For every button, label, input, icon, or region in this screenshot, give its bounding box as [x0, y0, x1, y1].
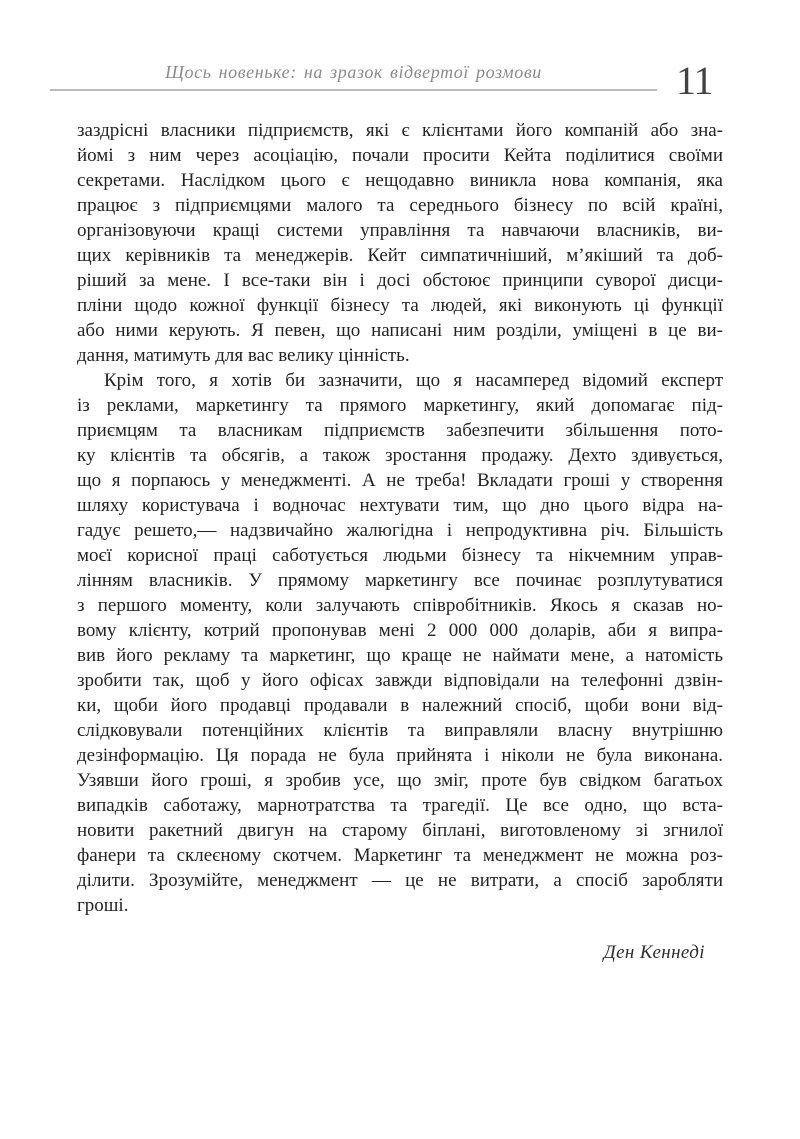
text-line: слідковували потенційних клієнтів та виправляли власну внутрішню	[77, 720, 723, 741]
text-line: ку клієнтів та обсягів, а також зростання продажу. Дехто здивується,	[77, 445, 723, 466]
text-line: Крім того, я хотів би зазначити, що я насамперед відомий експерт	[104, 370, 723, 391]
text-line: що я порпаюсь у менеджменті. А не треба! Вкладати гроші у створення	[77, 470, 723, 491]
text-line: вому клієнту, котрий пропонував мені 2 000 000 доларів, аби я випра-	[77, 620, 723, 641]
text-line: дезінформацію. Ця порада не була прийнята і ніколи не була виконана.	[77, 745, 723, 766]
text-line: ріший за мене. І все-таки він і досі обстоює принципи суворої дисци-	[77, 270, 723, 291]
paragraph	[77, 368, 723, 918]
header-rule	[50, 89, 657, 91]
text-line: або ними керують. Я певен, що написані ним розділи, уміщені в це ви-	[77, 320, 723, 341]
running-title-block	[50, 62, 657, 91]
text-line: лінням власників. У прямому маркетингу все починає розплутуватися	[77, 570, 723, 591]
text-line: фанери та склеєному скотчем. Маркетинг та менеджмент не можна роз-	[77, 845, 723, 866]
text-line: випадків саботажу, марнотратства та трагедії. Це все одно, що вста-	[77, 795, 723, 816]
text-line: щих керівників та менеджерів. Кейт симпатичніший, м’якіший та доб-	[77, 245, 723, 266]
text-line: зробити так, щоб у його офісах завжди відповідали на телефонні дзвін-	[77, 670, 723, 691]
text-line: пліни щодо кожної функції бізнесу та людей, які виконують ці функції	[77, 295, 723, 316]
text-line: ділити. Зрозумійте, менеджмент — це не витрати, а спосіб заробляти	[77, 870, 723, 891]
text-line: гадує решето,— надзвичайно жалюгідна і непродуктивна річ. Більшість	[77, 520, 723, 541]
text-line: приємцям та власникам підприємств забезпечити збільшення пото-	[77, 420, 723, 441]
running-title: Щось новеньке: на зразок відвертої розмови	[165, 62, 542, 82]
text-line: Узявши його гроші, я зробив усе, що зміг, проте був свідком багатьох	[77, 770, 723, 791]
text-line: з першого моменту, коли залучають співробітників. Якось я сказав но-	[77, 595, 723, 616]
text-line: із реклами, маркетингу та прямого маркетингу, який допомагає під-	[77, 395, 723, 416]
text-line: гроші.	[77, 895, 129, 916]
text-line: моєї корисної праці саботується людьми бізнесу та нікчемним управ-	[77, 545, 723, 566]
text-line: працює з підприємцями малого та середнього бізнесу по всій країні,	[77, 195, 723, 216]
page-header	[0, 0, 800, 104]
author-signature: Ден Кеннеді	[603, 942, 705, 963]
text-line: шляху користувача і водночас нехтувати тим, що дно цього відра на-	[77, 495, 723, 516]
text-line: ки, щоби його продавці продавали в належний спосіб, щоби вони від-	[77, 695, 723, 716]
text-line: дання, матимуть для вас велику цінність.	[77, 345, 410, 366]
text-line: йомі з ним через асоціацію, почали просити Кейта поділитися своїми	[77, 145, 723, 166]
paragraph-list	[77, 118, 723, 918]
paragraph	[77, 118, 723, 368]
text-line: заздрісні власники підприємств, які є клієнтами його компаній або зна-	[77, 120, 723, 141]
text-line: вив його рекламу та маркетинг, що краще не наймати мене, а натомість	[77, 645, 723, 666]
page-body	[0, 118, 800, 965]
page-number: 11	[676, 58, 713, 104]
text-line: новити ракетний двигун на старому біплані, виготовленому зі згнилої	[77, 820, 723, 841]
text-line: організовуючи кращі системи управління та навчаючи власників, ви-	[77, 220, 723, 241]
text-line: секретами. Наслідком цього є нещодавно виникла нова компанія, яка	[77, 170, 723, 191]
